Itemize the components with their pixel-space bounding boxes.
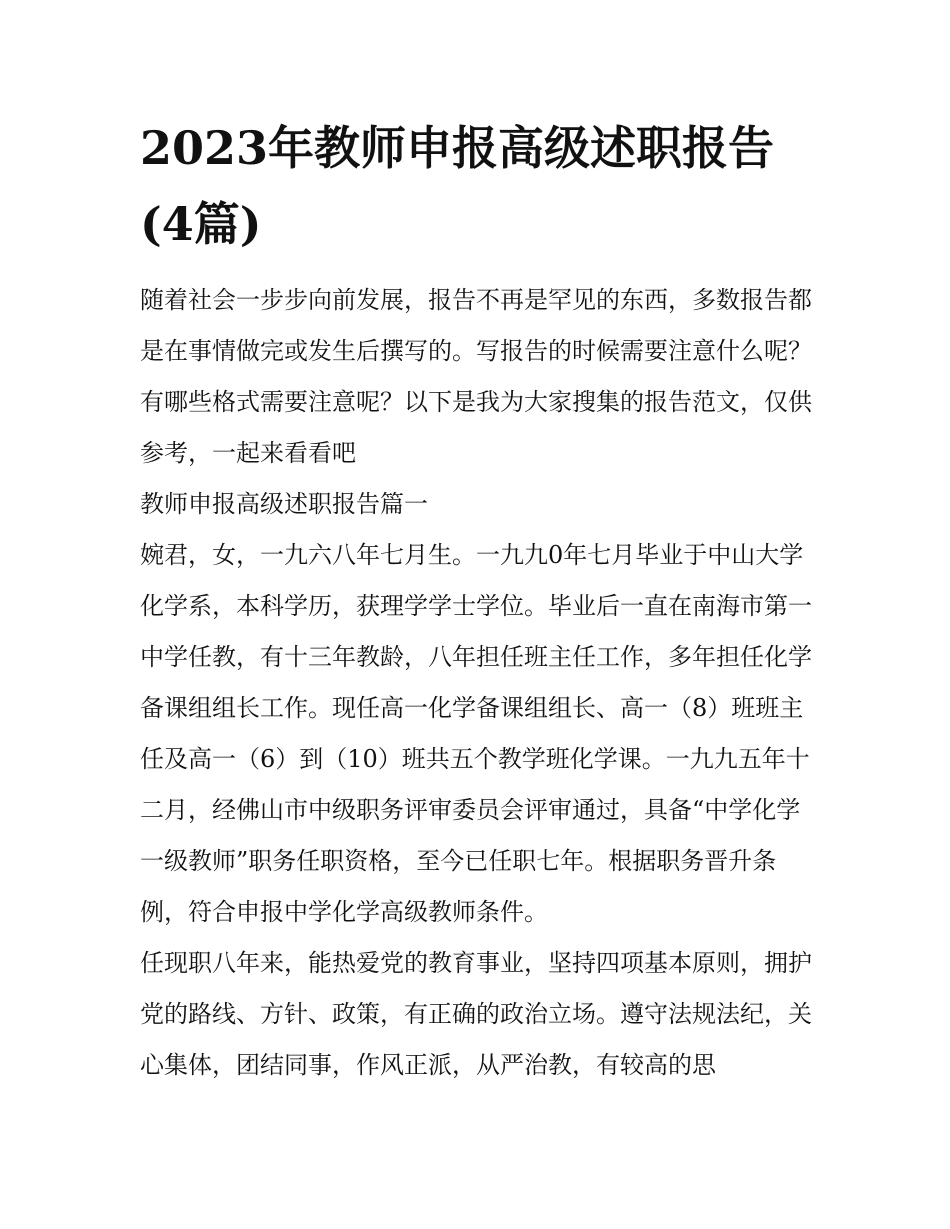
paragraph-intro: 随着社会一步步向前发展，报告不再是罕见的东西，多数报告都是在事情做完或发生后撰写的。写报告的时候需要注意什么呢？有哪些格式需要注意呢？以下是我为大家搜集的报告范文，仅供参考，一起来看看吧: [140, 286, 812, 467]
paragraph-conduct: 任现职八年来，能热爱党的教育事业，坚持四项基本原则，拥护党的路线、方针、政策，有正确的政治立场。遵守法规法纪，关心集体，团结同事，作风正派，从严治教，有较高的思: [140, 949, 812, 1079]
document-title: 2023年教师申报高级述职报告(4篇): [140, 121, 775, 251]
section-heading: 教师申报高级述职报告篇一: [140, 490, 428, 518]
document-body: [140, 275, 820, 1091]
paragraph-profile: 婉君，女，一九六八年七月生。一九九0年七月毕业于中山大学化学系，本科学历，获理学学士学位。毕业后一直在南海市第一中学任教，有十三年教龄，八年担任班主任工作，多年担任化学备课组组长工作。现任高一化学备课组组长、高一（8）班班主任及高一（6）到（10）班共五个教学班化学课。一九九五年十二月，经佛山市中级职务评审委员会评审通过，具备“中学化学一级教师”职务任职资格，至今已任职七年。根据职务晋升条例，符合申报中学化学高级教师条件。: [140, 541, 812, 926]
